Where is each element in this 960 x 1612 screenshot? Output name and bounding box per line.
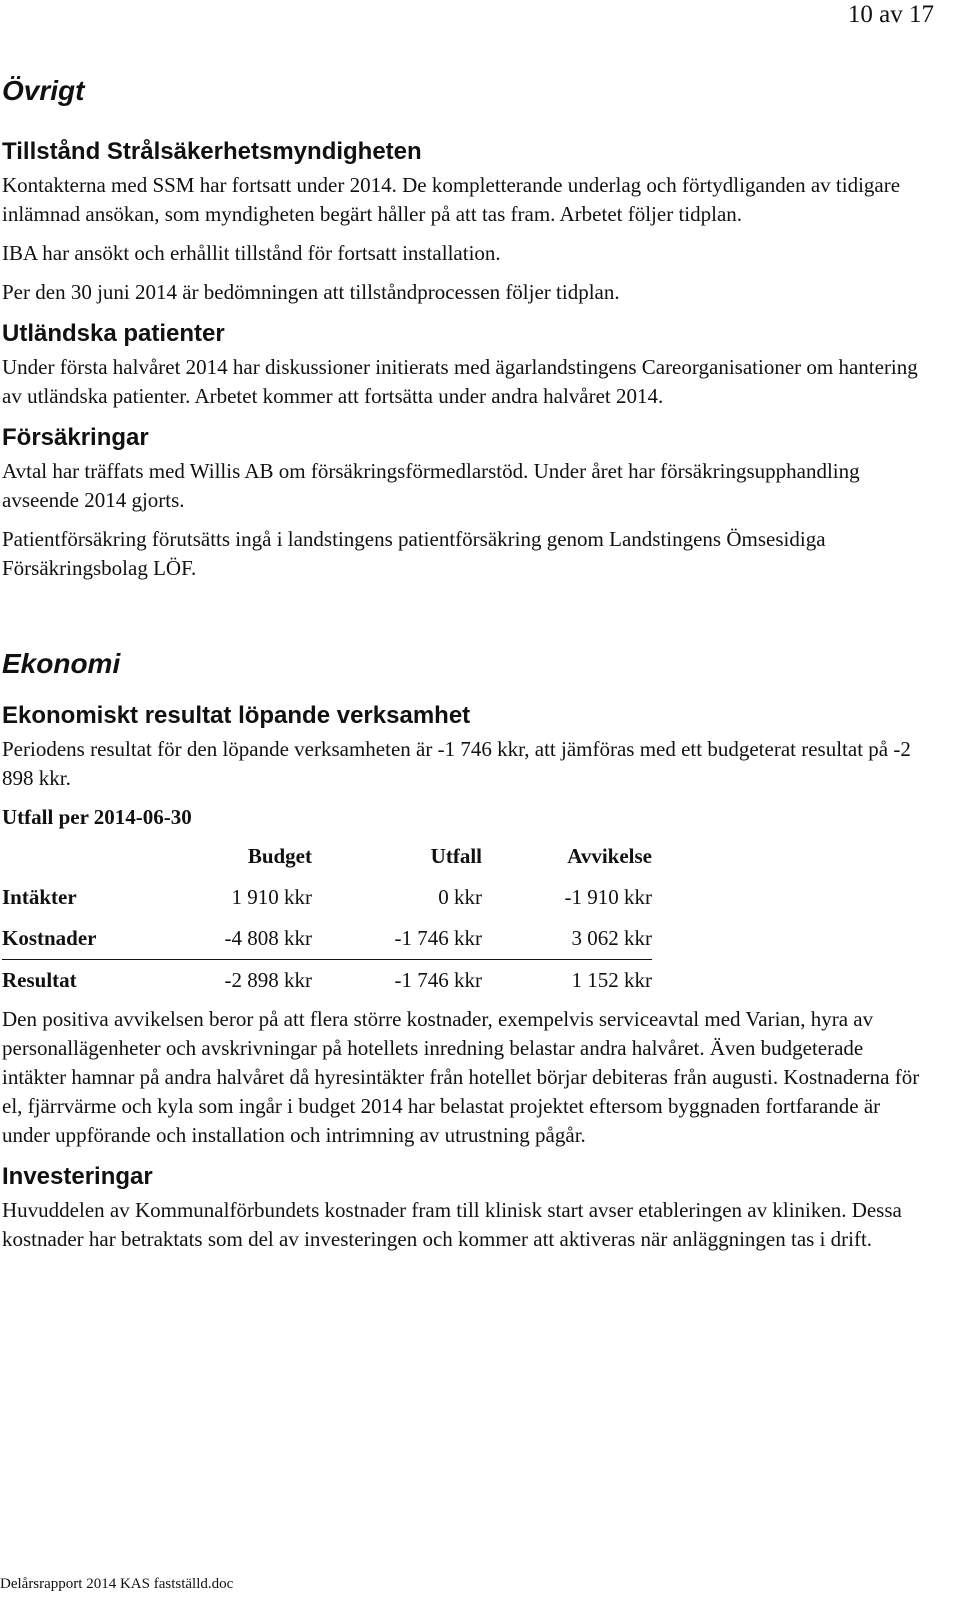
cell-avvikelse: 3 062 kkr bbox=[482, 918, 652, 960]
row-label: Resultat bbox=[2, 968, 77, 992]
document-footer: Delårsrapport 2014 KAS fastställd.doc bbox=[0, 1576, 234, 1592]
cell-utfall: -1 746 kkr bbox=[394, 968, 482, 992]
paragraph-investeringar-1: Huvuddelen av Kommunalförbundets kostnader fram till klinisk start avser etableringen av kliniken. Dessa kostnader har betraktats som del av investeringen och kommer att aktiveras när anläggningen tas i drift. bbox=[2, 1198, 902, 1251]
financial-table bbox=[2, 836, 652, 1001]
heading-investeringar: Investeringar bbox=[2, 1163, 153, 1190]
section-title-ovrigt: Övrigt bbox=[2, 75, 85, 106]
header-budget: Budget bbox=[247, 844, 312, 868]
table-row-intakter bbox=[2, 877, 652, 918]
table-row-resultat bbox=[2, 960, 652, 1002]
table-header-row bbox=[2, 836, 652, 877]
heading-utlandska: Utländska patienter bbox=[2, 320, 225, 347]
row-label: Intäkter bbox=[2, 885, 77, 909]
paragraph-forsakringar-2: Patientförsäkring förutsätts ingå i landstingens patientförsäkring genom Landstingens Ömsesidiga Försäkringsbolag LÖF. bbox=[2, 527, 826, 580]
heading-ssm: Tillstånd Strålsäkerhetsmyndigheten bbox=[2, 138, 422, 165]
paragraph-utlandska-1: Under första halvåret 2014 har diskussioner initierats med ägarlandstingens Careorganisationer om hantering av utländska patienter. Arbetet kommer att fortsätta under andra halvåret 2014. bbox=[2, 355, 918, 408]
cell-utfall: 0 kkr bbox=[438, 885, 482, 909]
document-content bbox=[2, 74, 932, 1254]
table-title: Utfall per 2014-06-30 bbox=[2, 805, 192, 829]
paragraph-resultat-2: Den positiva avvikelsen beror på att flera större kostnader, exempelvis serviceavtal med Varian, hyra av personallägenheter och avskrivningar på hotellets inredning belastar andra halvåret. Även budgeterade intäkter hamnar på andra halvåret då hyresintäkter från hotellet börjar debiteras från augusti. Kostnaderna för el, fjärrvärme och kyla som ingår i budget 2014 har belastat projektet eftersom byggnaden fortfarande är under uppförande och installation och intrimning av utrustning pågår. bbox=[2, 1007, 920, 1147]
cell-utfall: -1 746 kkr bbox=[312, 918, 482, 960]
heading-resultat: Ekonomiskt resultat löpande verksamhet bbox=[2, 702, 471, 729]
paragraph-ssm-2: IBA har ansökt och erhållit tillstånd för fortsatt installation. bbox=[2, 241, 501, 265]
table-row-kostnader bbox=[2, 918, 652, 960]
row-label: Kostnader bbox=[2, 918, 142, 960]
section-title-ekonomi: Ekonomi bbox=[2, 648, 121, 679]
paragraph-forsakringar-1: Avtal har träffats med Willis AB om försäkringsförmedlarstöd. Under året har försäkringsupphandling avseende 2014 gjorts. bbox=[2, 459, 860, 512]
header-avvikelse: Avvikelse bbox=[567, 844, 652, 868]
paragraph-ssm-1: Kontakterna med SSM har fortsatt under 2014. De kompletterande underlag och förtydliganden av tidigare inlämnad ansökan, som myndigheten begärt håller på att tas fram. Arbetet följer tidplan. bbox=[2, 173, 901, 226]
header-empty bbox=[2, 836, 142, 877]
page-number: 10 av 17 bbox=[847, 1, 934, 28]
paragraph-ssm-3: Per den 30 juni 2014 är bedömningen att tillståndprocessen följer tidplan. bbox=[2, 280, 620, 304]
header-utfall: Utfall bbox=[430, 844, 482, 868]
cell-budget: 1 910 kkr bbox=[231, 885, 312, 909]
cell-avvikelse: 1 152 kkr bbox=[571, 968, 652, 992]
cell-avvikelse: -1 910 kkr bbox=[564, 885, 652, 909]
heading-forsakringar: Försäkringar bbox=[2, 424, 149, 451]
paragraph-resultat-1: Periodens resultat för den löpande verksamheten är -1 746 kkr, att jämföras med ett budgeterat resultat på -2 898 kkr. bbox=[2, 737, 911, 790]
cell-budget: -4 808 kkr bbox=[142, 918, 312, 960]
cell-budget: -2 898 kkr bbox=[224, 968, 312, 992]
